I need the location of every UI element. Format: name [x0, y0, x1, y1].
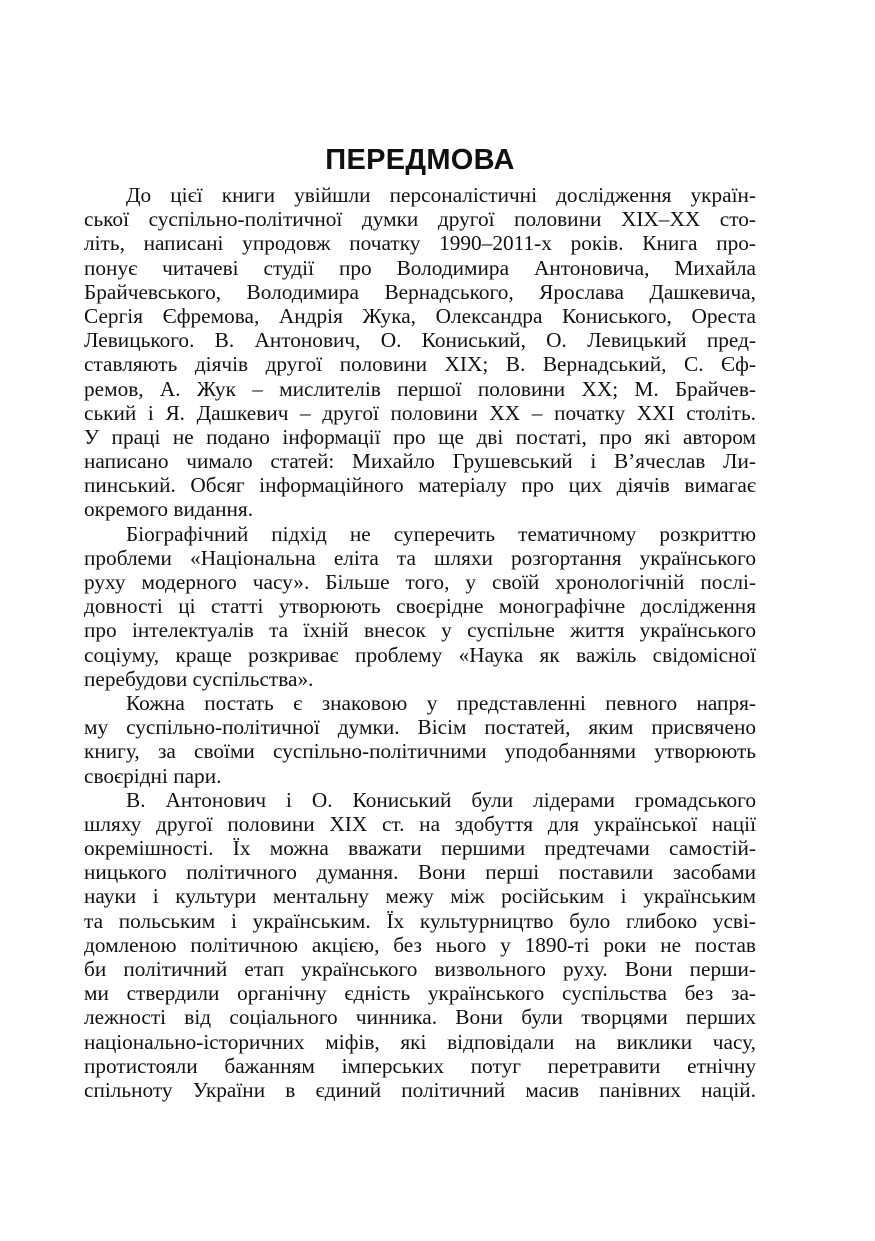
text-line: му суспільно-політичної думки. Вісім постатей, яким присвячено	[84, 715, 756, 740]
text-line: своєрідні пари.	[84, 763, 222, 788]
paragraph	[84, 522, 756, 691]
text-line: написано чимало статей: Михайло Грушевський і В’ячеслав Ли-	[84, 449, 756, 474]
text-line: Біографічний підхід не суперечить тематичному розкриттю	[126, 521, 756, 546]
text-line: ський і Я. Дашкевич – другої половини ХХ – початку ХХІ століть.	[84, 400, 756, 425]
text-line: Кожна постать є знаковою у представленні певного напря-	[126, 690, 756, 715]
text-line: Сергія Єфремова, Андрія Жука, Олександра Кониського, Ореста	[84, 303, 756, 328]
text-line: та польським і українським. Їх культурництво було глибоко усві-	[84, 908, 756, 933]
text-line: понує читачеві студії про Володимира Антоновича, Михайла	[84, 255, 756, 280]
text-line: книгу, за своїми суспільно-політичними уподобаннями утворюють	[84, 739, 756, 764]
paragraph	[84, 183, 756, 522]
text-line: ремов, А. Жук – мислителів першої половини ХХ; М. Брайчев-	[84, 376, 756, 401]
text-line: В. Антонович і О. Кониський були лідерами громадського	[126, 787, 756, 812]
text-line: шляху другої половини ХІХ ст. на здобуття для української нації	[84, 811, 756, 836]
text-line: би політичний етап українського визвольного руху. Вони перши-	[84, 957, 756, 981]
text-line: домленою політичною акцією, без нього у 1890-ті роки не постав	[84, 932, 756, 957]
text-line: лежності від соціального чинника. Вони були творцями перших	[84, 1005, 756, 1030]
text-line: протистояли бажанням імперських потуг перетравити етнічну	[84, 1053, 756, 1078]
text-line: пинський. Обсяг інформаційного матеріалу про цих діячів вимагає	[84, 473, 756, 498]
text-line: довності ці статті утворюють своєрідне монографічне дослідження	[84, 594, 756, 619]
paragraph	[84, 788, 756, 1102]
paragraph	[84, 691, 756, 788]
text-line: ми ствердили органічну єдність українського суспільства без за-	[84, 981, 756, 1006]
text-line: До цієї книги увійшли персоналістичні дослідження україн-	[126, 183, 756, 207]
body-text	[84, 183, 756, 1102]
text-line: про інтелектуалів та їхній внесок у суспільне життя українського	[84, 618, 756, 643]
text-line: науки і культури ментальну межу між російським і українським	[84, 884, 756, 909]
text-line: літь, написані упродовж початку 1990–2011-х років. Книга про-	[84, 231, 756, 256]
text-line: Брайчевського, Володимира Вернадського, Ярослава Дашкевича,	[84, 279, 756, 304]
text-line: проблеми «Національна еліта та шляхи розгортання українського	[84, 545, 756, 570]
text-line: окремого видання.	[84, 497, 254, 522]
text-line: ницького політичного думання. Вони перші поставили засобами	[84, 860, 756, 885]
text-line: У праці не подано інформації про ще дві постаті, про які автором	[84, 424, 756, 449]
text-line: Левицького. В. Антонович, О. Кониський, О. Левицький пред-	[84, 328, 756, 353]
page-title: ПЕРЕДМОВА	[325, 144, 515, 176]
text-line: соціуму, краще розкриває проблему «Наука як важіль свідомісної	[84, 642, 756, 667]
text-line: спільноту України в єдиний політичний масив панівних націй.	[84, 1077, 756, 1102]
text-line: окремішності. Їх можна вважати першими предтечами самостій-	[84, 836, 756, 861]
text-line: національно-історичних міфів, які відповідали на виклики часу,	[84, 1029, 756, 1054]
text-line: руху модерного часу». Більше того, у своїй хронологічній послі-	[84, 570, 756, 594]
text-line: ставляють діячів другої половини ХІХ; В. Вернадський, С. Єф-	[84, 352, 756, 377]
text-line: ської суспільно-політичної думки другої половини ХІХ–ХХ сто-	[84, 207, 756, 232]
text-line: перебудови суспільства».	[84, 666, 314, 691]
